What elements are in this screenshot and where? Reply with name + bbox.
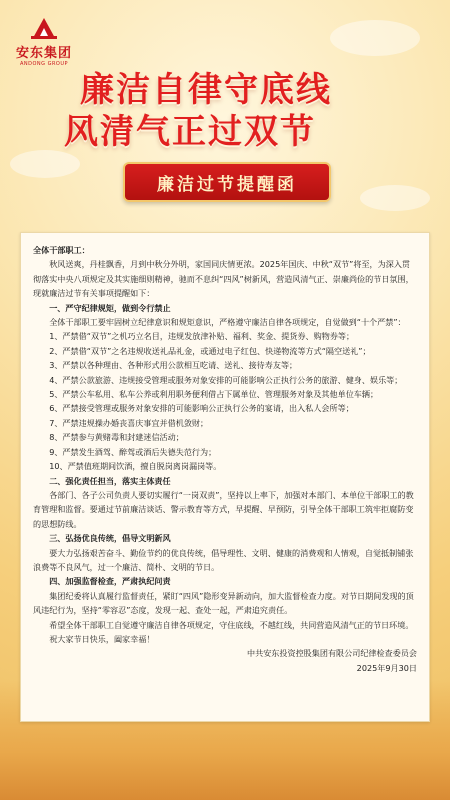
section-paragraph-1: 全体干部职工要牢固树立纪律意识和规矩意识，严格遵守廉洁自律各项规定，自觉做到“十个严禁”： [49, 317, 406, 328]
cloud-decoration [360, 185, 430, 211]
section-heading-3: 三、弘扬优良传统，倡导文明新风 [49, 533, 171, 544]
intro-paragraph: 秋风送爽，丹桂飘香，月到中秋分外明，家国同庆情更浓。2025年国庆、中秋“双节”将至，为深入贯彻落实中央八项规定及其实施细则精神，驰而不息纠“四风”树新风，营造风清气正、崇廉尚俭的节日氛围，现就廉洁过节有关事项提醒如下： [33, 259, 414, 299]
logo-name: 安东集团 [15, 46, 72, 61]
salutation: 全体干部职工： [33, 245, 90, 255]
headline-line-1: 廉洁自律守底线 [80, 70, 332, 110]
logo-icon [29, 16, 59, 40]
closing-paragraph: 希望全体干部职工自觉遵守廉洁自律各项规定，守住底线，不越红线，共同营造风清气正的节日环境。 [49, 619, 414, 630]
cloud-decoration [330, 20, 420, 56]
greeting: 祝大家节日快乐，阖家幸福！ [49, 633, 155, 644]
reminder-badge [123, 162, 331, 202]
rule-item: 1、严禁借“双节”之机巧立名目，违规发放津补贴、福利、奖金、提货券、购物券等； [49, 331, 355, 342]
rule-item: 4、严禁公款旅游、违规接受管理或服务对象安排的可能影响公正执行公务的旅游、健身、娱乐等； [49, 374, 403, 385]
cloud-decoration [10, 150, 80, 178]
rule-item: 5、严禁公车私用、私车公养或利用职务便利借占下属单位、管理服务对象及其他单位车辆； [49, 389, 379, 400]
signature: 中共安东投资控股集团有限公司纪律检查委员会 [247, 648, 417, 659]
section-paragraph-3: 要大力弘扬艰苦奋斗、勤俭节约的优良传统，倡导理性、文明、健康的消费观和人情观，自觉抵制铺张浪费等不良风气，过一个廉洁、简朴、文明的节日。 [33, 547, 414, 572]
section-paragraph-2: 各部门、各子公司负责人要切实履行“一岗双责”，坚持以上率下，加强对本部门、本单位干部职工的教育管理和监督。要通过节前廉洁谈话、警示教育等方式，早提醒、早预防，引导全体干部职工筑牢拒腐防变的思想防线。 [33, 489, 414, 529]
letter-card [20, 232, 430, 722]
rule-item: 6、严禁接受管理或服务对象安排的可能影响公正执行公务的宴请，出入私人会所等； [49, 403, 354, 414]
section-heading-4: 四、加强监督检查，严肃执纪问责 [49, 576, 171, 587]
section-paragraph-4: 集团纪委将认真履行监督责任，紧盯“四风”隐形变异新动向，加大监督检查力度。对节日期间发现的顶风违纪行为，坚持“零容忍”态度，发现一起、查处一起，严肃追究责任。 [33, 590, 414, 616]
rule-item: 8、严禁参与黄赌毒和封建迷信活动； [49, 432, 184, 443]
section-heading-2: 二、强化责任担当，落实主体责任 [49, 475, 171, 486]
rule-item: 10、严禁值班期间饮酒，擅自脱岗离岗漏岗等。 [49, 461, 222, 472]
rule-item: 7、严禁违规操办婚丧喜庆事宜并借机敛财； [49, 417, 209, 428]
company-logo [8, 16, 80, 67]
badge-label: 廉洁过节提醒函 [157, 174, 297, 195]
section-heading-1: 一、严守纪律规矩，做到令行禁止 [49, 302, 171, 313]
headline-line-2: 风清气正过双节 [64, 112, 316, 152]
rule-item: 9、严禁发生酒驾、醉驾或酒后失德失范行为； [49, 446, 217, 457]
rule-item: 3、严禁以各种理由、各种形式用公款相互吃请、送礼、接待寿友等； [49, 360, 298, 371]
date: 2025年9月30日 [356, 662, 417, 673]
rule-item: 2、严禁借“双节”之名违规收送礼品礼金，或通过电子红包、快递物流等方式“隔空送礼”； [49, 345, 371, 356]
logo-subtitle: ANDONG GROUP [19, 61, 69, 67]
